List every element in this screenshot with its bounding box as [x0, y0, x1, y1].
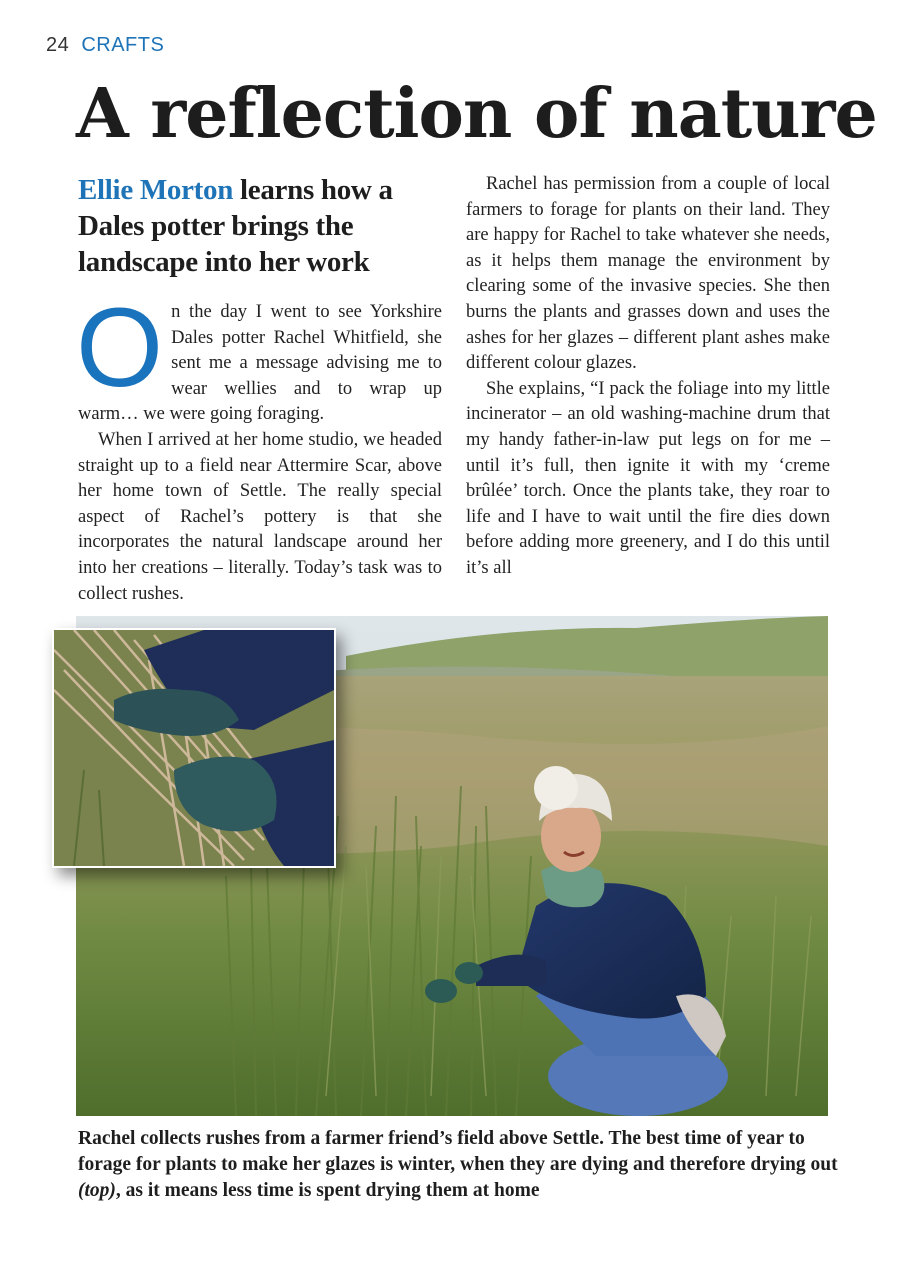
standfirst — [78, 172, 428, 280]
inset-photo-gloved-hands-rushes — [52, 628, 336, 868]
standfirst-text: learns how a Dales potter brings the landscape into her work — [78, 174, 393, 278]
body-paragraph: She explains, “I pack the foliage into my little incinerator – an old washing-machine drum that my handy father-in-law put legs on for me – until it’s full, then ignite it with my ‘creme brûlée’ torch. Once the plants take, they roar to life and I have to wait until the fire dies down before adding more greenery, and I do this until it’s all — [466, 378, 830, 578]
drop-cap: O — [76, 285, 164, 410]
author-byline: Ellie Morton — [78, 174, 234, 206]
body-paragraph: Rachel has permission from a couple of local farmers to forage for plants on their land. They are happy for Rachel to take whatever she needs, as it helps them manage the environment by clearing some of the invasive species. She then burns the plants and grasses down and uses the ashes for her glazes – different plant ashes make different colour glazes. — [466, 174, 830, 374]
body-column-left — [76, 285, 442, 607]
body-paragraph — [76, 285, 442, 428]
article-headline: A reflection of nature — [76, 74, 877, 154]
page-number: 24 — [46, 34, 70, 56]
paragraph-text: n the day I went to see Yorkshire Dales potter Rachel Whitfield, she sent me a message advising me to wear wellies and to wrap up warm… we were going foraging. — [78, 302, 442, 425]
page-folio — [46, 34, 164, 57]
body-column-right — [466, 172, 830, 582]
body-paragraph: When I arrived at her home studio, we headed straight up to a field near Attermire Scar, above her home town of Settle. The really special aspect of Rachel’s pottery is that she incorporates the natural landscape around her into her creations – literally. Today’s task was to collect rushes. — [78, 429, 442, 604]
photo-caption — [78, 1126, 838, 1204]
section-label: CRAFTS — [81, 34, 165, 56]
caption-emphasis: (top) — [78, 1180, 116, 1201]
caption-text: Rachel collects rushes from a farmer friend’s field above Settle. The best time of year to forage for plants to make her glazes is winter, when they are dying and therefore drying out — [78, 1128, 838, 1175]
caption-text-end: , as it means less time is spent drying them at home — [115, 1180, 540, 1201]
